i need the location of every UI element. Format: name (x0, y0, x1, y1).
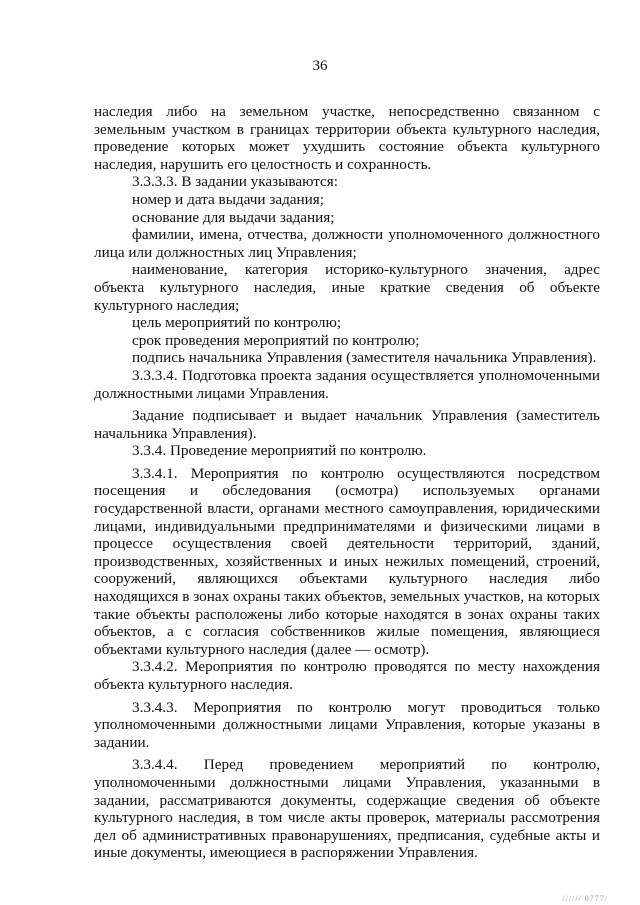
list-item-purpose: цель мероприятий по контролю; (132, 314, 342, 332)
paragraph-3-3-4-2: 3.3.4.2. Мероприятия по контролю проводятся по месту нахождения объекта культурного наследия. (94, 658, 600, 693)
paragraph-3-3-4: 3.3.4. Проведение мероприятий по контролю. (132, 442, 427, 460)
paragraph-3-3-3-4: 3.3.3.4. Подготовка проекта задания осуществляется уполномоченными должностными лицами Управления. (94, 366, 600, 402)
paragraph-3-3-4-3: 3.3.4.3. Мероприятия по контролю могут проводиться только уполномоченными должностными лицами Управления, которые указаны в задании. (94, 698, 600, 751)
list-item-signature: подпись начальника Управления (заместителя начальника Управления). (132, 349, 597, 367)
page-number: 36 (312, 58, 328, 74)
footer-mark: ////// 0777/ (562, 894, 608, 903)
list-item-officials: фамилии, имена, отчества, должности уполномоченного должностного лица или должностных лиц Управления; (94, 226, 600, 261)
paragraph-3-3-4-4: 3.3.4.4. Перед проведением мероприятий по контролю, уполномоченными должностными лицами Управления, указанными в задании, рассматриваются документы, содержащие сведения об объекте культурного наследия, в том числе акты проверок, материалы рассмотрения дел об административных правонарушениях, предписания, судебные акты и иные документы, имеющиеся в распоряжении Управления. (94, 756, 600, 862)
paragraph-3-3-3-3: 3.3.3.3. В задании указываются: (132, 173, 338, 191)
list-item-term: срок проведения мероприятий по контролю; (132, 331, 420, 349)
list-item-object-info: наименование, категория историко-культурного значения, адрес объекта культурного наследия, иные краткие сведения об объекте культурного наследия; (94, 261, 600, 314)
paragraph-task-signing: Задание подписывает и выдает начальник Управления (заместитель начальника Управления). (94, 407, 600, 442)
list-item-basis: основание для выдачи задания; (132, 208, 335, 226)
document-body (94, 103, 600, 862)
paragraph-continuation: наследия либо на земельном участке, непосредственно связанном с земельным участком в границах территории объекта культурного наследия, проведение которых может ухудшить состояние объекта культурного наследия, нарушить его целостность и сохранность. (94, 103, 600, 173)
list-item-number-date: номер и дата выдачи задания; (132, 190, 325, 208)
paragraph-3-3-4-1: 3.3.4.1. Мероприятия по контролю осуществляются посредством посещения и обследования (осмотра) используемых органами государственной власти, органами местного самоуправления, юридическими лицами, индивидуальными предпринимателями и физическими лицами в процессе осуществления своей деятельности территорий, зданий, производственных, хозяйственных и иных нежилых помещений, строений, сооружений, являющихся объектами культурного наследия либо находящихся в зонах охраны таких объектов, земельных участков, на которых такие объекты расположены либо которые находятся в зонах охраны таких объектов, а с согласия собственников жилые помещения, являющиеся объектами культурного наследия (далее — осмотр). (94, 464, 600, 658)
